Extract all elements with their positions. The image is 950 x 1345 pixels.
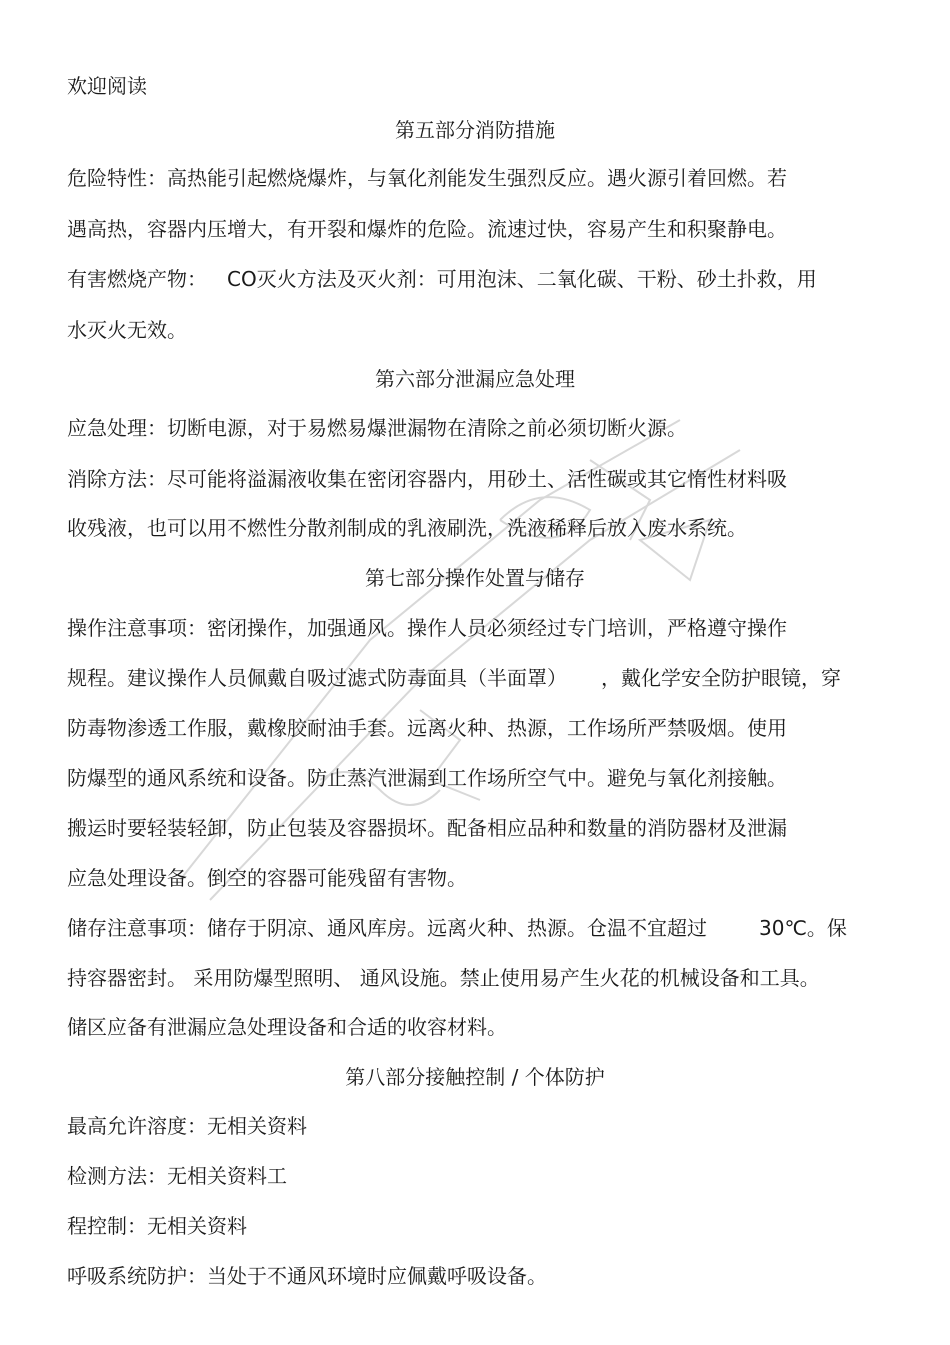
section-5-line-3 (67, 265, 817, 293)
section-8-line-1: 最高允许溶度：无相关资料 (67, 1114, 307, 1138)
section-7-line-7-b: 30℃。保 (759, 916, 847, 940)
section-8-line-3: 程控制：无相关资料 (67, 1214, 247, 1238)
section-6-title: 第六部分泄漏应急处理 (375, 367, 575, 391)
section-7-line-9: 储区应备有泄漏应急处理设备和合适的收容材料。 (67, 1015, 507, 1039)
section-7-line-5: 搬运时要轻装轻卸，防止包装及容器损坏。配备相应品种和数量的消防器材及泄漏 (67, 816, 787, 840)
section-7-line-3: 防毒物渗透工作服，戴橡胶耐油手套。远离火种、热源，工作场所严禁吸烟。使用 (67, 716, 787, 740)
section-5-line-3-text: CO灭火方法及灭火剂：可用泡沫、二氧化碳、干粉、砂土扑救，用 (227, 267, 817, 291)
section-6-line-3: 收残液，也可以用不燃性分散剂制成的乳液刷洗，洗液稀释后放入废水系统。 (67, 516, 747, 540)
section-5-line-4: 水灭火无效。 (67, 318, 187, 342)
section-5-title: 第五部分消防措施 (395, 118, 555, 142)
welcome-text: 欢迎阅读 (67, 74, 147, 98)
section-7-line-7 (67, 914, 847, 942)
section-7-line-2-b: ，戴化学安全防护眼镜，穿 (601, 666, 841, 690)
section-8-line-2: 检测方法：无相关资料工 (67, 1164, 287, 1188)
watermark-graphic (120, 380, 820, 940)
section-8-line-4: 呼吸系统防护：当处于不通风环境时应佩戴呼吸设备。 (67, 1264, 547, 1288)
section-6-line-1: 应急处理：切断电源，对于易燃易爆泄漏物在清除之前必须切断火源。 (67, 416, 687, 440)
section-8-title: 第八部分接触控制 / 个体防护 (345, 1065, 605, 1089)
section-7-line-8: 持容器密封。 采用防爆型照明、 通风设施。禁止使用易产生火花的机械设备和工具。 (67, 966, 820, 990)
section-7-line-6: 应急处理设备。倒空的容器可能残留有害物。 (67, 866, 467, 890)
section-5-line-3-label: 有害燃烧产物： (67, 267, 207, 291)
section-7-line-2 (67, 664, 841, 692)
section-7-line-4: 防爆型的通风系统和设备。防止蒸汽泄漏到工作场所空气中。避免与氧化剂接触。 (67, 766, 787, 790)
section-5-line-2: 遇高热，容器内压增大，有开裂和爆炸的危险。流速过快，容易产生和积聚静电。 (67, 217, 787, 241)
section-7-title: 第七部分操作处置与储存 (365, 566, 585, 590)
section-7-line-7-a: 储存注意事项：储存于阴凉、通风库房。远离火种、热源。仓温不宜超过 (67, 916, 707, 940)
section-7-line-2-a: 规程。建议操作人员佩戴自吸过滤式防毒面具（半面罩） (67, 666, 567, 690)
section-7-line-1: 操作注意事项：密闭操作，加强通风。操作人员必须经过专门培训，严格遵守操作 (67, 616, 787, 640)
section-6-line-2: 消除方法：尽可能将溢漏液收集在密闭容器内，用砂土、活性碳或其它惰性材料吸 (67, 467, 787, 491)
section-5-line-1: 危险特性：高热能引起燃烧爆炸，与氧化剂能发生强烈反应。遇火源引着回燃。若 (67, 166, 787, 190)
